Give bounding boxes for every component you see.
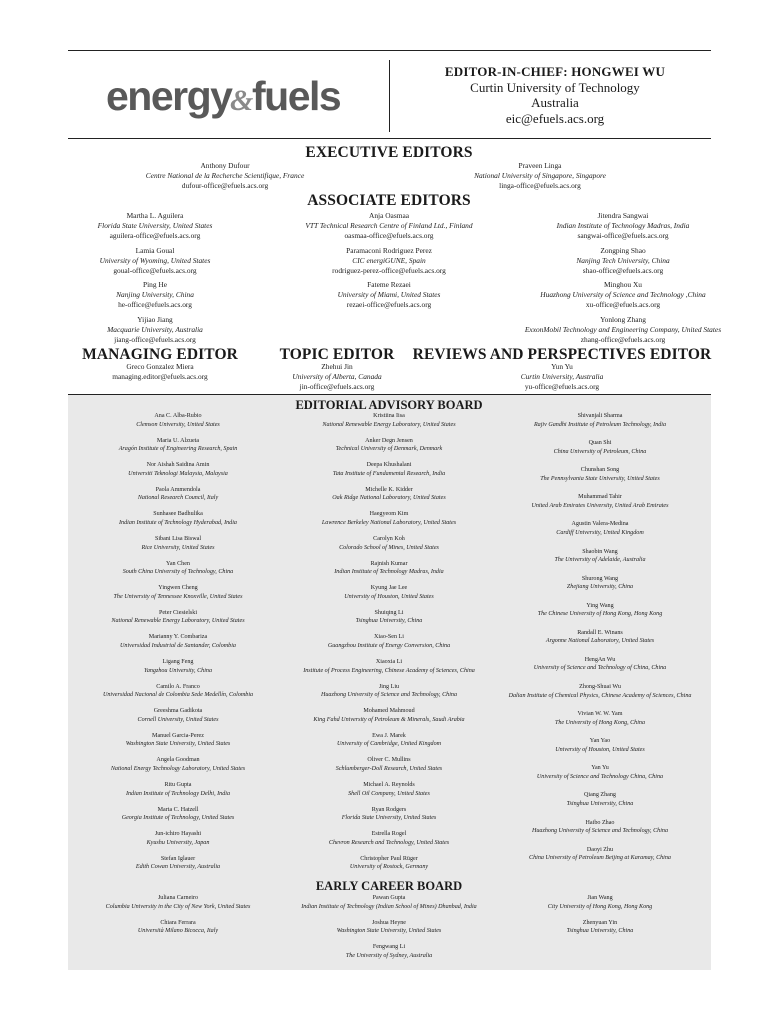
person-affiliation: University of Houston, United States (344, 593, 434, 600)
person-name: Anja Oasmaa (368, 211, 410, 220)
person-name: Anker Degn Jensen (365, 437, 413, 444)
person-affiliation: Yangzhou University, China (144, 667, 212, 674)
person-name: Oliver C. Mullins (367, 757, 411, 764)
person-name: Zhenyuan Yin (582, 919, 618, 926)
person-affiliation: University of Science and Technology China, China (536, 773, 664, 780)
person-name: Fengwang Li (372, 944, 406, 951)
person-name: Shaobin Wang (582, 548, 618, 555)
person-affiliation: Colorado School of Mines, United States (339, 544, 439, 551)
person-affiliation: National Research Council, Italy (137, 495, 219, 502)
person-affiliation: Washington State University, United States (125, 741, 231, 748)
board-member (480, 466, 720, 483)
person-name: Qiang Zhang (584, 792, 616, 799)
board-member (269, 855, 509, 872)
person-affiliation: National Renewable Energy Laboratory, United States (322, 421, 456, 428)
person-affiliation: University of Rostock, Germany (349, 864, 429, 871)
person-affiliation: Schlumberger-Doll Research, United States (335, 765, 443, 772)
person-affiliation: University of Houston, United States (555, 746, 645, 753)
person-affiliation: Clemson University, United States (136, 421, 220, 428)
person-name: Christopher Paul Rüger (360, 855, 418, 862)
person-name: Estrella Rogel (371, 831, 407, 838)
board-member (480, 629, 720, 646)
person-affiliation: China University of Petroleum, China (553, 448, 647, 455)
board-member (68, 510, 288, 527)
person-name: Shuiqing Li (374, 609, 404, 616)
person-affiliation: Aragón Institute of Engineering Research, Spain (118, 446, 238, 453)
person-name: Jitendra Sangwai (597, 211, 649, 220)
board-member (480, 894, 720, 911)
person-name: Kyung Jae Lee (370, 585, 408, 592)
person-affiliation: VTT Technical Research Centre of Finland Ltd., Finland (305, 221, 473, 230)
person-name: Yijiao Jiang (137, 314, 173, 324)
person-name: Zongping Shao (600, 245, 646, 255)
board-member (68, 806, 288, 823)
person-affiliation: Macquarie University, Australia (107, 324, 203, 334)
person-affiliation: Oak Ridge National Laboratory, United States (332, 495, 446, 502)
person-affiliation: King Fahd University of Petroleum & Minerals, Saudi Arabia (313, 716, 465, 723)
person-email[interactable]: dufour-office@efuels.acs.org (181, 181, 269, 190)
managing-editor (60, 362, 260, 382)
board-member (264, 246, 514, 276)
topic-editor-heading: TOPIC EDITOR (279, 346, 395, 363)
person-name: Ana C. Alba-Rubio (154, 413, 202, 419)
person-name: Zhong-Shuai Wu (579, 684, 621, 690)
board-member (269, 781, 509, 798)
board-member (40, 246, 270, 276)
logo-text-left: energy (106, 73, 232, 119)
person-email[interactable]: zhang-office@efuels.acs.org (580, 334, 666, 344)
person-affiliation: University of Wyoming, United States (99, 255, 211, 265)
person-name: Greeshma Gadikota (153, 708, 203, 715)
person-affiliation: Lawrence Berkeley National Laboratory, United States (321, 519, 457, 526)
board-member (68, 486, 288, 503)
board-member (480, 819, 720, 836)
person-affiliation: Zhejiang University, China (566, 584, 634, 591)
person-affiliation: Institute of Process Engineering, Chinese Academy of Sciences, China (303, 667, 475, 674)
person-affiliation: Cornell University, United States (137, 716, 219, 723)
top-rule (68, 50, 711, 51)
person-email[interactable]: jiang-office@efuels.acs.org (114, 334, 196, 344)
board-member (480, 439, 720, 456)
person-name: Sibani Lisa Biswal (154, 536, 202, 542)
person-affiliation: Centre National de la Recherche Scientifique, France (145, 171, 305, 180)
board-member (480, 656, 720, 673)
board-member (68, 584, 288, 601)
person-name: Fateme Rezaei (367, 280, 411, 289)
person-affiliation: Chevron Research and Technology, United States (328, 839, 450, 846)
person-name: Vivian W. W. Yam (577, 711, 623, 718)
person-email[interactable]: aguilera-office@efuels.acs.org (109, 231, 201, 240)
person-name: Joshua Heyne (371, 919, 406, 926)
board-member (269, 683, 509, 700)
person-name: Ying Wang (586, 602, 614, 609)
person-email[interactable]: managing.editor@efuels.acs.org (112, 372, 208, 381)
board-member (68, 658, 288, 675)
person-affiliation: National Renewable Energy Laboratory, United States (111, 618, 245, 625)
board-member (269, 707, 509, 724)
board-member (269, 894, 509, 911)
person-name: HengAn Wu (584, 656, 616, 663)
board-member (68, 830, 288, 847)
person-affiliation: Nanjing Tech University, China (576, 255, 670, 265)
person-name: Ryan Rodgers (371, 806, 407, 813)
board-member (269, 919, 509, 936)
board-member (480, 846, 720, 863)
person-affiliation: Shell Oil Company, United States (348, 790, 430, 797)
person-name: Anthony Dufour (200, 161, 250, 170)
person-name: Maria U. Alzueta (156, 437, 200, 444)
person-affiliation: Universidad Nacional de Colombia Sede Medellín, Colombia (102, 692, 254, 699)
person-name: Yan Yao (589, 738, 611, 745)
person-name: Angela Goodman (156, 757, 200, 764)
person-affiliation: Nanjing University, China (116, 290, 194, 299)
person-name: Yonlong Zhang (600, 314, 646, 324)
board-member (269, 412, 509, 429)
reviews-editor (462, 362, 662, 392)
board-member (68, 437, 288, 454)
board-member (480, 737, 720, 754)
board-member (269, 756, 509, 773)
person-affiliation: The University of Hong Kong, China (554, 719, 646, 726)
person-affiliation: Tata Institute of Fundamental Research, India (332, 470, 446, 477)
person-name: Paramaconi Rodriguez Perez (346, 245, 432, 255)
person-affiliation: Huazhong University of Science and Technology ,China (540, 290, 706, 299)
person-name: Jian Wang (587, 895, 613, 901)
board-member (480, 683, 720, 700)
board-member (480, 602, 720, 619)
logo-text-right: fuels (252, 73, 341, 119)
board-member (480, 764, 720, 781)
board-member (508, 315, 738, 345)
person-affiliation: Florida State University, United States (341, 815, 437, 822)
person-affiliation: United Arab Emirates University, United Arab Emirates (531, 502, 669, 509)
person-name: Paola Ammendola (155, 486, 201, 493)
board-member (269, 609, 509, 626)
person-affiliation: University of Miami, United States (337, 290, 441, 299)
person-affiliation: Rice University, United States (141, 544, 215, 551)
board-member (508, 211, 738, 241)
person-email[interactable]: sangwai-office@efuels.acs.org (577, 231, 669, 240)
person-name: Carolyn Koh (373, 536, 405, 542)
board-member (269, 658, 509, 675)
associate-editors-heading: ASSOCIATE EDITORS (307, 192, 471, 209)
person-name: Greco Gonzalez Miera (126, 362, 194, 371)
person-name: Xiao-Sen Li (374, 634, 404, 641)
person-affiliation: China University of Petroleum Beijing at Karamay, China (529, 855, 671, 862)
person-affiliation: Washington State University, United States (336, 928, 442, 935)
person-affiliation: Indian Institute of Technology Madras, India (556, 221, 690, 230)
person-affiliation: University of Cambridge, United Kingdom (336, 741, 442, 748)
board-member (40, 280, 270, 310)
person-affiliation: The Pennsylvania State University, United States (540, 475, 660, 482)
board-member (68, 732, 288, 749)
board-member (269, 461, 509, 478)
person-name: Yan Chen (166, 560, 190, 567)
person-affiliation: The University of Sydney, Australia (345, 952, 433, 959)
board-member (269, 806, 509, 823)
board-member (269, 633, 509, 650)
person-affiliation: Argonne National Laboratory, United States (545, 638, 655, 645)
person-affiliation: South China University of Technology, China (122, 569, 234, 576)
journal-logo (106, 70, 356, 120)
person-name: Chunshan Song (580, 467, 620, 474)
board-member (68, 855, 288, 872)
advisory-board-heading: EDITORIAL ADVISORY BOARD (295, 398, 483, 412)
person-name: Yan Yu (591, 765, 609, 772)
board-member (68, 461, 288, 478)
board-member (68, 560, 288, 577)
person-affiliation: National Energy Technology Laboratory, United States (110, 765, 246, 772)
person-email[interactable]: oasmaa-office@efuels.acs.org (344, 231, 434, 240)
board-member (68, 412, 288, 429)
person-affiliation: Indian Institute of Technology Hyderabad, India (119, 519, 237, 526)
person-affiliation: Guangzhou Institute of Energy Conversion, China (327, 642, 451, 649)
board-member (68, 633, 288, 650)
person-name: Pawan Gupta (372, 895, 406, 901)
board-member (269, 584, 509, 601)
managing-editor-heading: MANAGING EDITOR (82, 346, 238, 363)
person-affiliation: Tsinghua University, China (566, 928, 634, 935)
person-affiliation: National University of Singapore, Singapore (474, 171, 606, 180)
board-member (40, 211, 270, 241)
executive-editors-heading: EXECUTIVE EDITORS (305, 144, 473, 161)
person-name: Shivanjali Sharma (577, 413, 623, 419)
eic-affiliation: Curtin University of Technology (470, 79, 640, 95)
person-name: Zhehui Jin (321, 362, 353, 371)
person-name: Nor Aishah Saidina Amin (146, 462, 210, 469)
eic-country: Australia (531, 95, 579, 110)
person-name: Ewa J. Marek (372, 732, 406, 739)
topic-editor (237, 362, 437, 392)
executive-editor (415, 161, 665, 191)
executive-editor (100, 161, 350, 191)
logo-ampersand: & (230, 84, 254, 117)
person-email[interactable]: shao-office@efuels.acs.org (582, 265, 664, 275)
person-affiliation: Rajiv Gandhi Institute of Petroleum Technology, India (533, 421, 667, 428)
person-name: Lamia Goual (135, 245, 175, 255)
board-member (269, 830, 509, 847)
board-member (269, 560, 509, 577)
person-name: Praveen Linga (518, 161, 562, 170)
board-member (480, 520, 720, 537)
person-name: Haibo Zhao (585, 819, 615, 826)
person-name: Martha L. Aguilera (126, 211, 184, 220)
eic-title: EDITOR-IN-CHIEF: HONGWEI WU (444, 64, 666, 79)
person-name: Xiaoxia Li (375, 659, 403, 665)
person-affiliation: Curtin University, Australia (520, 372, 604, 381)
board-member (269, 943, 509, 960)
board-member (508, 246, 738, 276)
header-divider (389, 60, 390, 132)
person-affiliation: Università Milano Bicocca, Italy (137, 928, 219, 935)
person-affiliation: Columbia University in the City of New York, United States (105, 903, 251, 910)
person-name: Michael A. Reynolds (363, 782, 415, 788)
person-name: Randall E. Winans (577, 629, 623, 636)
person-affiliation: Tsinghua University, China (566, 800, 634, 807)
person-affiliation: Florida State University, United States (97, 221, 213, 230)
editor-in-chief-block (420, 64, 690, 126)
board-member (68, 683, 288, 700)
person-affiliation: Universidad Industrial de Santander, Colombia (120, 642, 236, 649)
person-name: Michelle K. Kidder (365, 486, 413, 493)
person-affiliation: The University of Adelaide, Australia (554, 557, 646, 563)
person-affiliation: Huazhong University of Science and Technology, China (531, 828, 669, 834)
board-member (508, 280, 738, 310)
board-member (68, 781, 288, 798)
board-member (68, 707, 288, 724)
board-member (480, 919, 720, 936)
board-member (269, 510, 509, 527)
person-name: Quan Shi (588, 440, 612, 447)
person-name: Rajnish Kumar (370, 560, 408, 567)
person-name: Shurong Wang (581, 575, 619, 582)
person-name: Minghou Xu (604, 280, 642, 289)
board-member (480, 412, 720, 429)
board-member (264, 280, 514, 310)
person-affiliation: The Chinese University of Hong Kong, Hong Kong (537, 611, 663, 618)
board-member (269, 732, 509, 749)
person-affiliation: Huazhong University of Science and Technology, China (320, 692, 458, 699)
person-affiliation: Edith Cowan University, Australia (135, 864, 221, 871)
person-affiliation: City University of Hong Kong, Hong Kong (547, 903, 653, 910)
person-email[interactable]: goual-office@efuels.acs.org (113, 265, 197, 275)
person-email[interactable]: rodriguez-perez-office@efuels.acs.org (332, 265, 446, 275)
board-member (68, 756, 288, 773)
person-affiliation: Indian Institute of Technology Madras, India (334, 569, 444, 576)
person-email[interactable]: rezaei-office@efuels.acs.org (346, 300, 432, 309)
person-name: Haegyeom Kim (369, 511, 409, 518)
person-affiliation: Kyushu University, Japan (146, 839, 210, 846)
person-name: Jing Liu (378, 683, 400, 690)
person-affiliation: Indian Institute of Technology Delhi, India (125, 790, 231, 797)
person-name: Manuel Garcia-Perez (152, 732, 204, 739)
person-email[interactable]: xu-office@efuels.acs.org (585, 300, 661, 309)
person-affiliation: Cardiff University, United Kingdom (556, 529, 644, 536)
person-name: Daoyi Zhu (586, 846, 614, 853)
person-name: Chiara Ferrara (160, 919, 196, 926)
board-member (480, 791, 720, 808)
board-member (68, 919, 288, 936)
person-name: Ritu Gupta (164, 782, 192, 788)
board-member (68, 535, 288, 552)
person-affiliation: Dalian Institute of Chemical Physics, Chinese Academy of Sciences, China (508, 692, 692, 699)
board-member (480, 493, 720, 510)
person-name: Marta C. Hatzell (157, 806, 199, 813)
board-member (264, 211, 514, 241)
person-name: Ping He (142, 280, 168, 289)
person-name: Mohamed Mahmoud (363, 708, 415, 715)
person-affiliation: ExxonMobil Technology and Engineering Company, United States (524, 324, 722, 334)
person-name: Agustin Valera-Medina (571, 521, 629, 528)
header-bottom-rule (68, 138, 711, 139)
board-member (480, 710, 720, 727)
person-name: Marianny Y. Combariza (148, 634, 208, 641)
board-member (269, 437, 509, 454)
person-name: Peter Ciesielski (158, 609, 198, 616)
person-name: Muhammad Tahir (578, 494, 622, 501)
person-name: Stefan Iglauer (160, 855, 196, 862)
board-member (269, 535, 509, 552)
person-name: Jun-ichiro Hayashi (154, 831, 202, 838)
board-member (68, 894, 288, 911)
person-name: Yingwen Cheng (158, 585, 198, 592)
person-name: Kristiina Iisa (373, 413, 405, 419)
person-email[interactable]: he-office@efuels.acs.org (118, 300, 192, 309)
person-affiliation: Universiti Teknologi Malaysia, Malaysia (128, 470, 228, 477)
person-name: Sunhasee Badhulika (153, 511, 203, 518)
person-email[interactable]: jin-office@efuels.acs.org (299, 382, 375, 391)
person-email[interactable]: linga-office@efuels.acs.org (499, 181, 581, 190)
person-name: Ligang Feng (162, 659, 194, 665)
person-email[interactable]: yu-office@efuels.acs.org (524, 382, 600, 391)
person-affiliation: CIC energiGUNE, Spain (352, 255, 426, 265)
board-member (480, 575, 720, 592)
person-affiliation: Technical University of Denmark, Denmark (335, 446, 443, 453)
board-member (480, 548, 720, 565)
early-career-board-heading: EARLY CAREER BOARD (315, 879, 463, 893)
person-affiliation: The University of Tennessee Knoxville, United States (113, 593, 243, 600)
eic-email[interactable]: eic@efuels.acs.org (505, 110, 605, 126)
person-affiliation: Georgia Institute of Technology, United States (121, 815, 235, 822)
reviews-editor-heading: REVIEWS AND PERSPECTIVES EDITOR (412, 346, 712, 363)
person-name: Camilo A. Franco (156, 683, 200, 690)
person-name: Deepa Khushalani (366, 462, 412, 469)
board-member (269, 486, 509, 503)
board-member (40, 315, 270, 345)
board-member (68, 609, 288, 626)
person-affiliation: University of Alberta, Canada (292, 372, 382, 381)
person-affiliation: Indian Institute of Technology (Indian School of Mines) Dhanbad, India (301, 903, 477, 910)
person-affiliation: Tsinghua University, China (355, 618, 423, 625)
person-name: Juliana Carneiro (157, 895, 199, 901)
person-name: Yun Yu (551, 362, 573, 371)
person-affiliation: University of Science and Technology of China, China (533, 665, 667, 672)
